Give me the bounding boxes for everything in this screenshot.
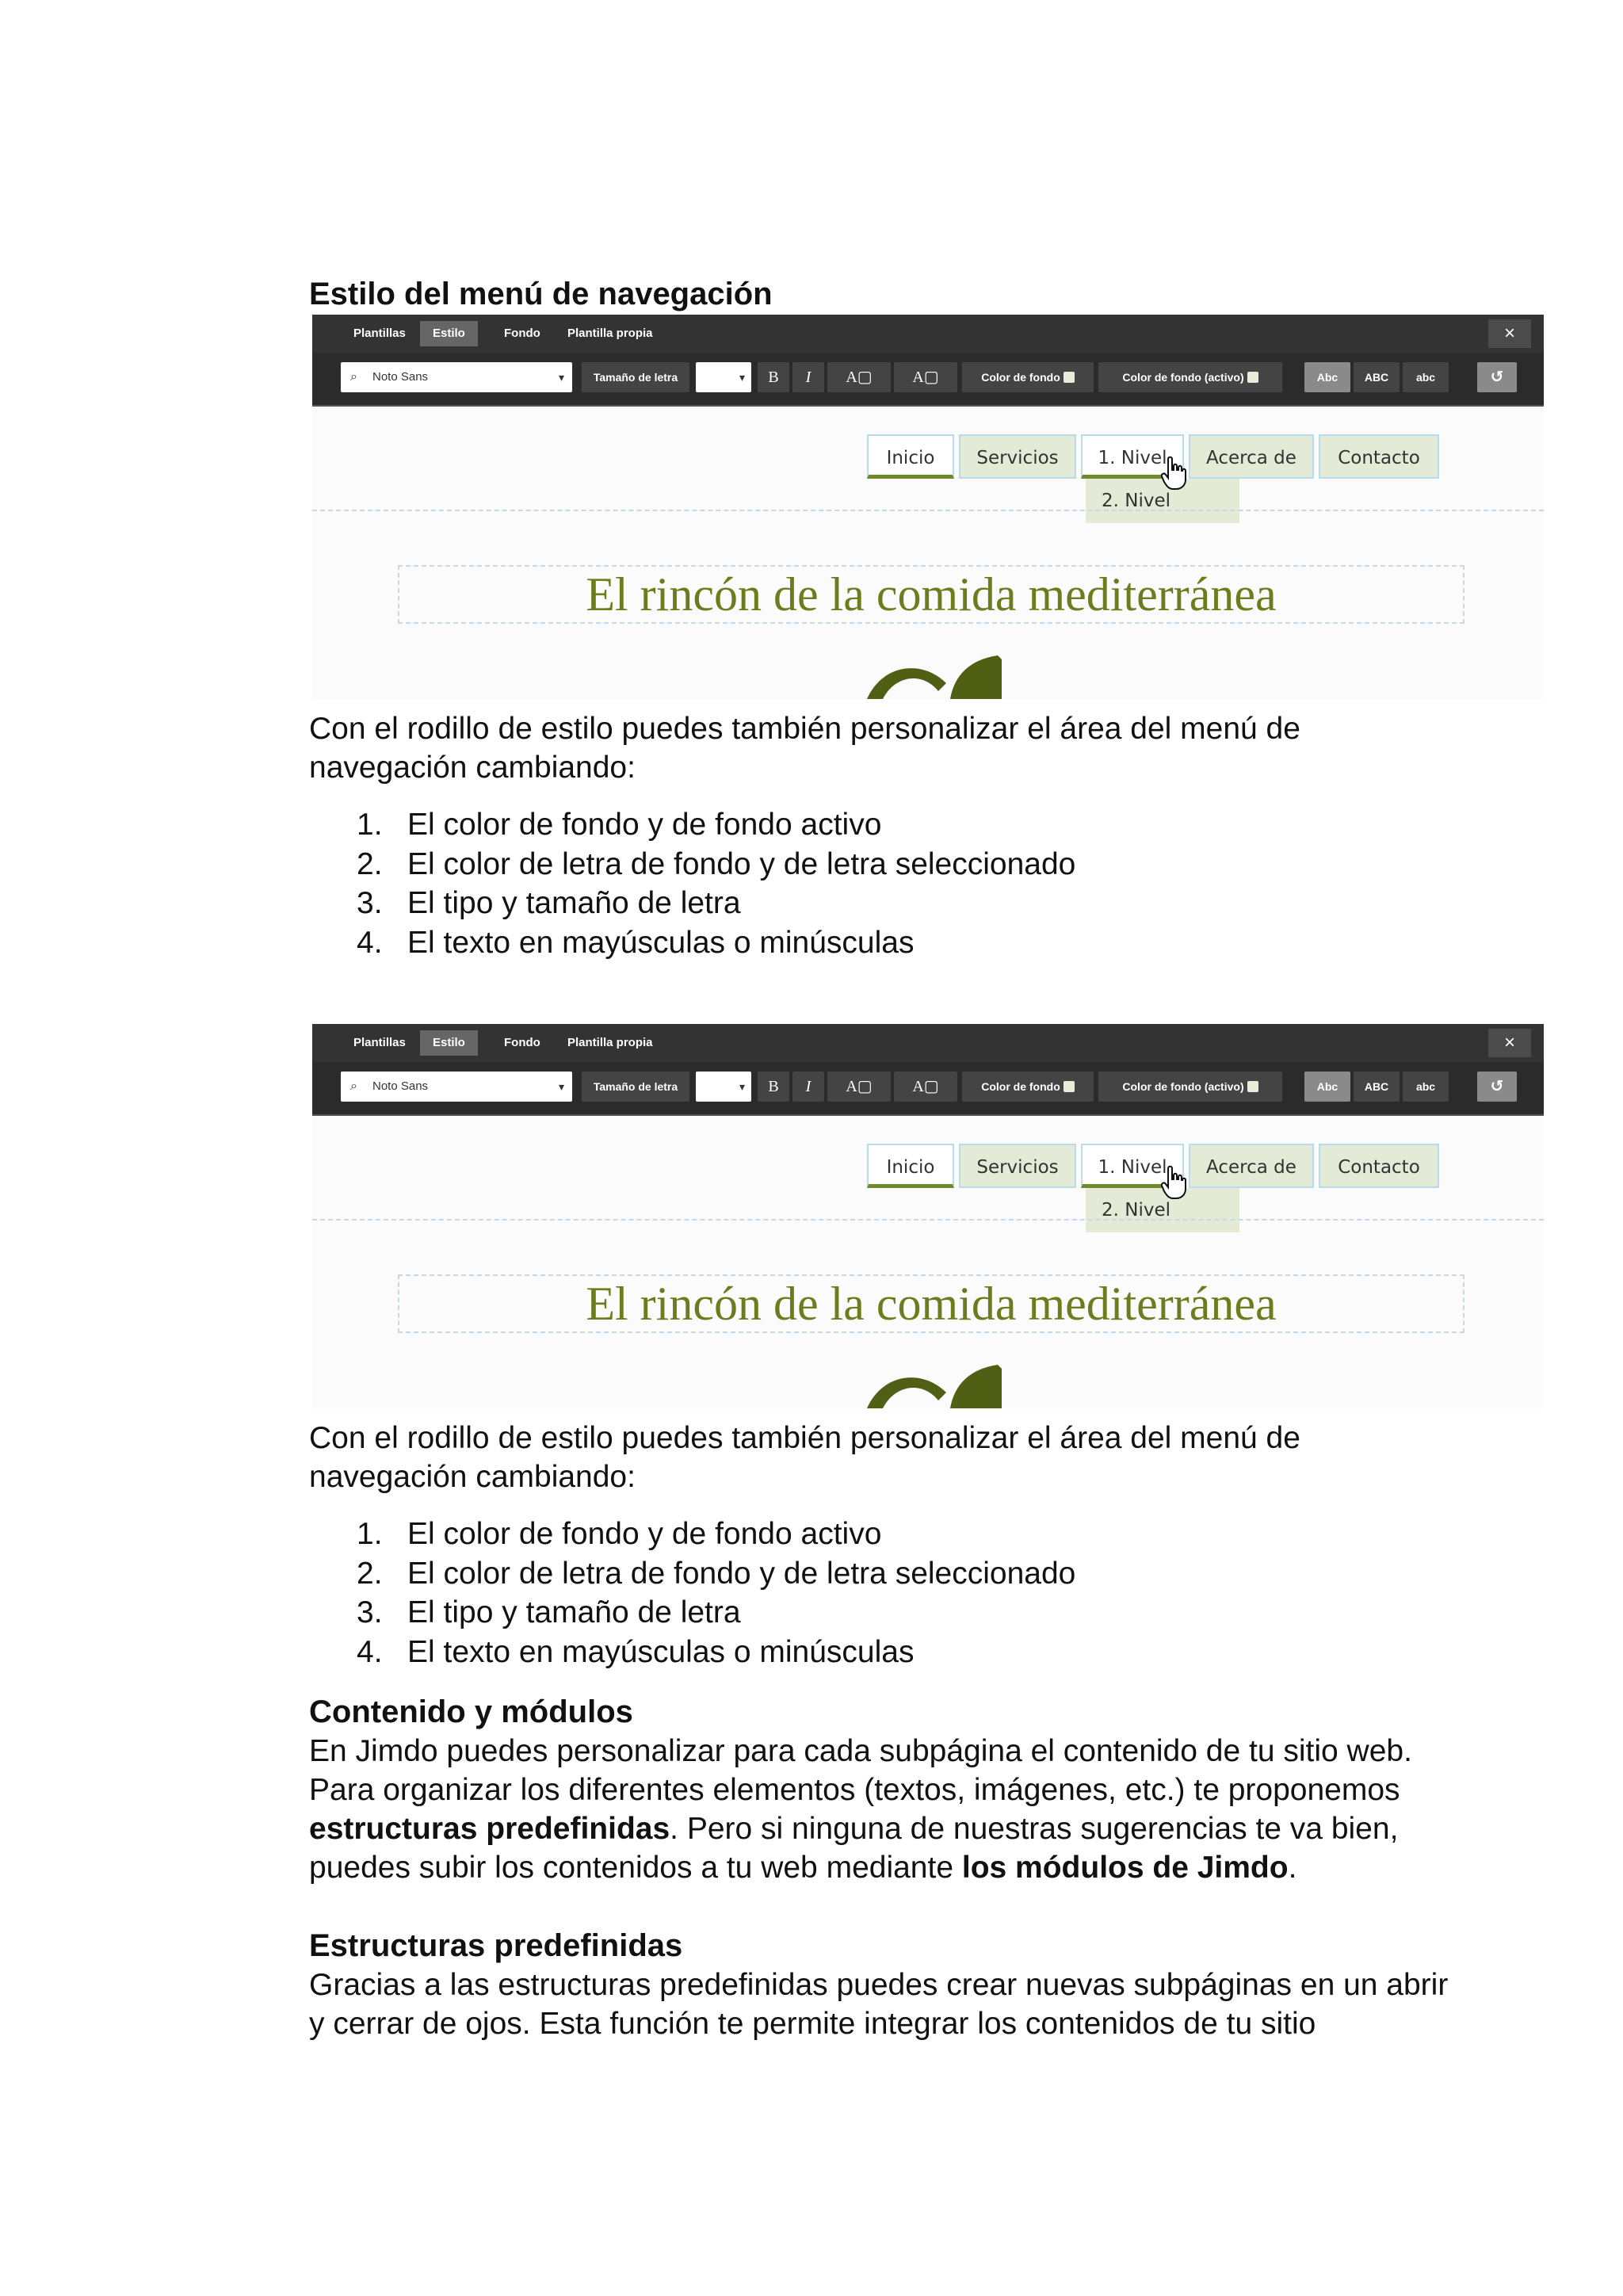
list-item: 4. El texto en mayúsculas o minúsculas (357, 925, 915, 960)
site-title: El rincón de la comida mediterránea (586, 568, 1277, 621)
color-swatch-icon (1064, 1081, 1075, 1092)
subnav-item-nivel-2[interactable]: 2. Nivel (1086, 479, 1239, 523)
nav-item-acerca-de[interactable]: Acerca de (1189, 1144, 1314, 1188)
letter-spacing-button[interactable]: A▢ (827, 362, 891, 392)
bg-active-color-button[interactable] (1098, 1072, 1282, 1102)
search-icon: ⌕ (350, 1079, 357, 1093)
color-swatch-icon (1247, 372, 1258, 383)
list-item: 1. El color de fondo y de fondo activo (357, 1517, 882, 1551)
font-family-select[interactable] (341, 1072, 572, 1102)
intro-paragraph-repeat: Con el rodillo de estilo puedes también personalizar el área del menú de navegación cambiando: (309, 1421, 1300, 1494)
subnav-item-nivel-2[interactable]: 2. Nivel (1086, 1188, 1239, 1232)
tab-estilo[interactable]: Estilo (420, 321, 478, 346)
case-capitalize-button[interactable]: Abc (1304, 1072, 1350, 1102)
bold-button[interactable]: B (758, 1072, 789, 1102)
list-item: 2. El color de letra de fondo y de letra seleccionado (357, 1556, 1076, 1591)
nav-item-nivel-1[interactable]: 1. Nivel (1081, 434, 1184, 479)
italic-button[interactable]: I (792, 1072, 824, 1102)
predefined-structures-paragraph: Gracias a las estructuras predefinidas puedes crear nuevas subpáginas en un abrir y cerrar de ojos. Esta función te permite integrar los contenidos de tu sitio (309, 1968, 1449, 2041)
intro-list (349, 805, 1075, 962)
bold-button[interactable]: B (758, 362, 789, 392)
font-family-select[interactable] (341, 362, 572, 392)
editor-screenshot-1 (312, 315, 1544, 699)
close-icon[interactable]: × (1488, 1029, 1531, 1057)
line-height-button[interactable]: A▢ (894, 1072, 957, 1102)
bg-color-label: Color de fondo (981, 1080, 1060, 1093)
reset-icon[interactable]: ↺ (1477, 362, 1517, 392)
editor-top-bar (312, 1024, 1544, 1062)
bg-color-button[interactable] (962, 1072, 1094, 1102)
font-size-label: Tamaño de letra (582, 1072, 689, 1102)
italic-button[interactable]: I (792, 362, 824, 392)
tab-estilo[interactable]: Estilo (420, 1030, 478, 1056)
font-family-value: Noto Sans (372, 370, 429, 384)
bg-active-color-button[interactable] (1098, 362, 1282, 392)
bg-color-label: Color de fondo (981, 371, 1060, 384)
nav-item-servicios[interactable]: Servicios (959, 1144, 1076, 1188)
list-item: 2. El color de letra de fondo y de letra seleccionado (357, 846, 1076, 881)
case-uppercase-button[interactable]: ABC (1354, 362, 1400, 392)
content-modules-paragraph: En Jimdo puedes personalizar para cada subpágina el contenido de tu sitio web. Para organizar los diferentes elementos (textos, imágenes, etc.) te proponemos estructuras predefinidas. Pero si ninguna de nuestras sugerencias te va bien, puedes subir los contenidos a tu web mediante los módulos de Jimdo. (309, 1734, 1412, 1885)
case-uppercase-button[interactable]: ABC (1354, 1072, 1400, 1102)
chevron-down-icon: ▾ (739, 1080, 745, 1093)
case-capitalize-button[interactable]: Abc (1304, 362, 1350, 392)
site-logo-icon (851, 1357, 1010, 1408)
section-heading-content-modules: Contenido y módulos (309, 1694, 633, 1729)
style-toolbar (312, 1062, 1544, 1116)
list-item: 3. El tipo y tamaño de letra (357, 886, 741, 920)
bg-active-color-label: Color de fondo (activo) (1122, 371, 1244, 384)
intro-list-repeat (349, 1515, 1075, 1671)
nav-item-inicio[interactable]: Inicio (867, 434, 954, 479)
tab-plantilla-propia[interactable]: Plantilla propia (567, 1036, 653, 1049)
line-height-button[interactable]: A▢ (894, 362, 957, 392)
list-item: 4. El texto en mayúsculas o minúsculas (357, 1634, 915, 1669)
font-size-select[interactable] (696, 362, 751, 392)
site-logo-icon (851, 648, 1010, 699)
case-lowercase-button[interactable]: abc (1403, 1072, 1449, 1102)
site-title: El rincón de la comida mediterránea (586, 1278, 1277, 1330)
nav-item-contacto[interactable]: Contacto (1319, 434, 1439, 479)
editor-screenshot-2 (312, 1024, 1544, 1408)
color-swatch-icon (1064, 372, 1075, 383)
nav-item-servicios[interactable]: Servicios (959, 434, 1076, 479)
section-heading-navigation-style: Estilo del menú de navegación (309, 277, 773, 311)
bg-color-button[interactable] (962, 362, 1094, 392)
font-family-value: Noto Sans (372, 1079, 429, 1093)
editor-top-bar (312, 315, 1544, 353)
case-lowercase-button[interactable]: abc (1403, 362, 1449, 392)
font-size-label: Tamaño de letra (582, 362, 689, 392)
chevron-down-icon: ▾ (739, 371, 745, 384)
tab-fondo[interactable]: Fondo (504, 1036, 540, 1049)
chevron-down-icon: ▾ (558, 1080, 564, 1093)
letter-spacing-button[interactable]: A▢ (827, 1072, 891, 1102)
header-divider (312, 510, 1544, 511)
tab-plantillas[interactable]: Plantillas (353, 1036, 406, 1049)
hand-cursor-icon (1160, 456, 1189, 491)
color-swatch-icon (1247, 1081, 1258, 1092)
font-size-select[interactable] (696, 1072, 751, 1102)
search-icon: ⌕ (350, 370, 357, 384)
list-item: 1. El color de fondo y de fondo activo (357, 808, 882, 842)
nav-item-contacto[interactable]: Contacto (1319, 1144, 1439, 1188)
nav-item-acerca-de[interactable]: Acerca de (1189, 434, 1314, 479)
list-item: 3. El tipo y tamaño de letra (357, 1595, 741, 1629)
nav-item-inicio[interactable]: Inicio (867, 1144, 954, 1188)
section-heading-predefined-structures: Estructuras predefinidas (309, 1928, 683, 1963)
tab-fondo[interactable]: Fondo (504, 327, 540, 340)
hand-cursor-icon (1160, 1165, 1189, 1200)
style-toolbar (312, 353, 1544, 407)
nav-item-nivel-1[interactable]: 1. Nivel (1081, 1144, 1184, 1188)
tab-plantilla-propia[interactable]: Plantilla propia (567, 327, 653, 340)
bg-active-color-label: Color de fondo (activo) (1122, 1080, 1244, 1093)
close-icon[interactable]: × (1488, 319, 1531, 348)
tab-plantillas[interactable]: Plantillas (353, 327, 406, 340)
chevron-down-icon: ▾ (558, 371, 564, 384)
reset-icon[interactable]: ↺ (1477, 1072, 1517, 1102)
header-divider (312, 1219, 1544, 1221)
intro-paragraph: Con el rodillo de estilo puedes también personalizar el área del menú de navegación cambiando: (309, 712, 1300, 785)
